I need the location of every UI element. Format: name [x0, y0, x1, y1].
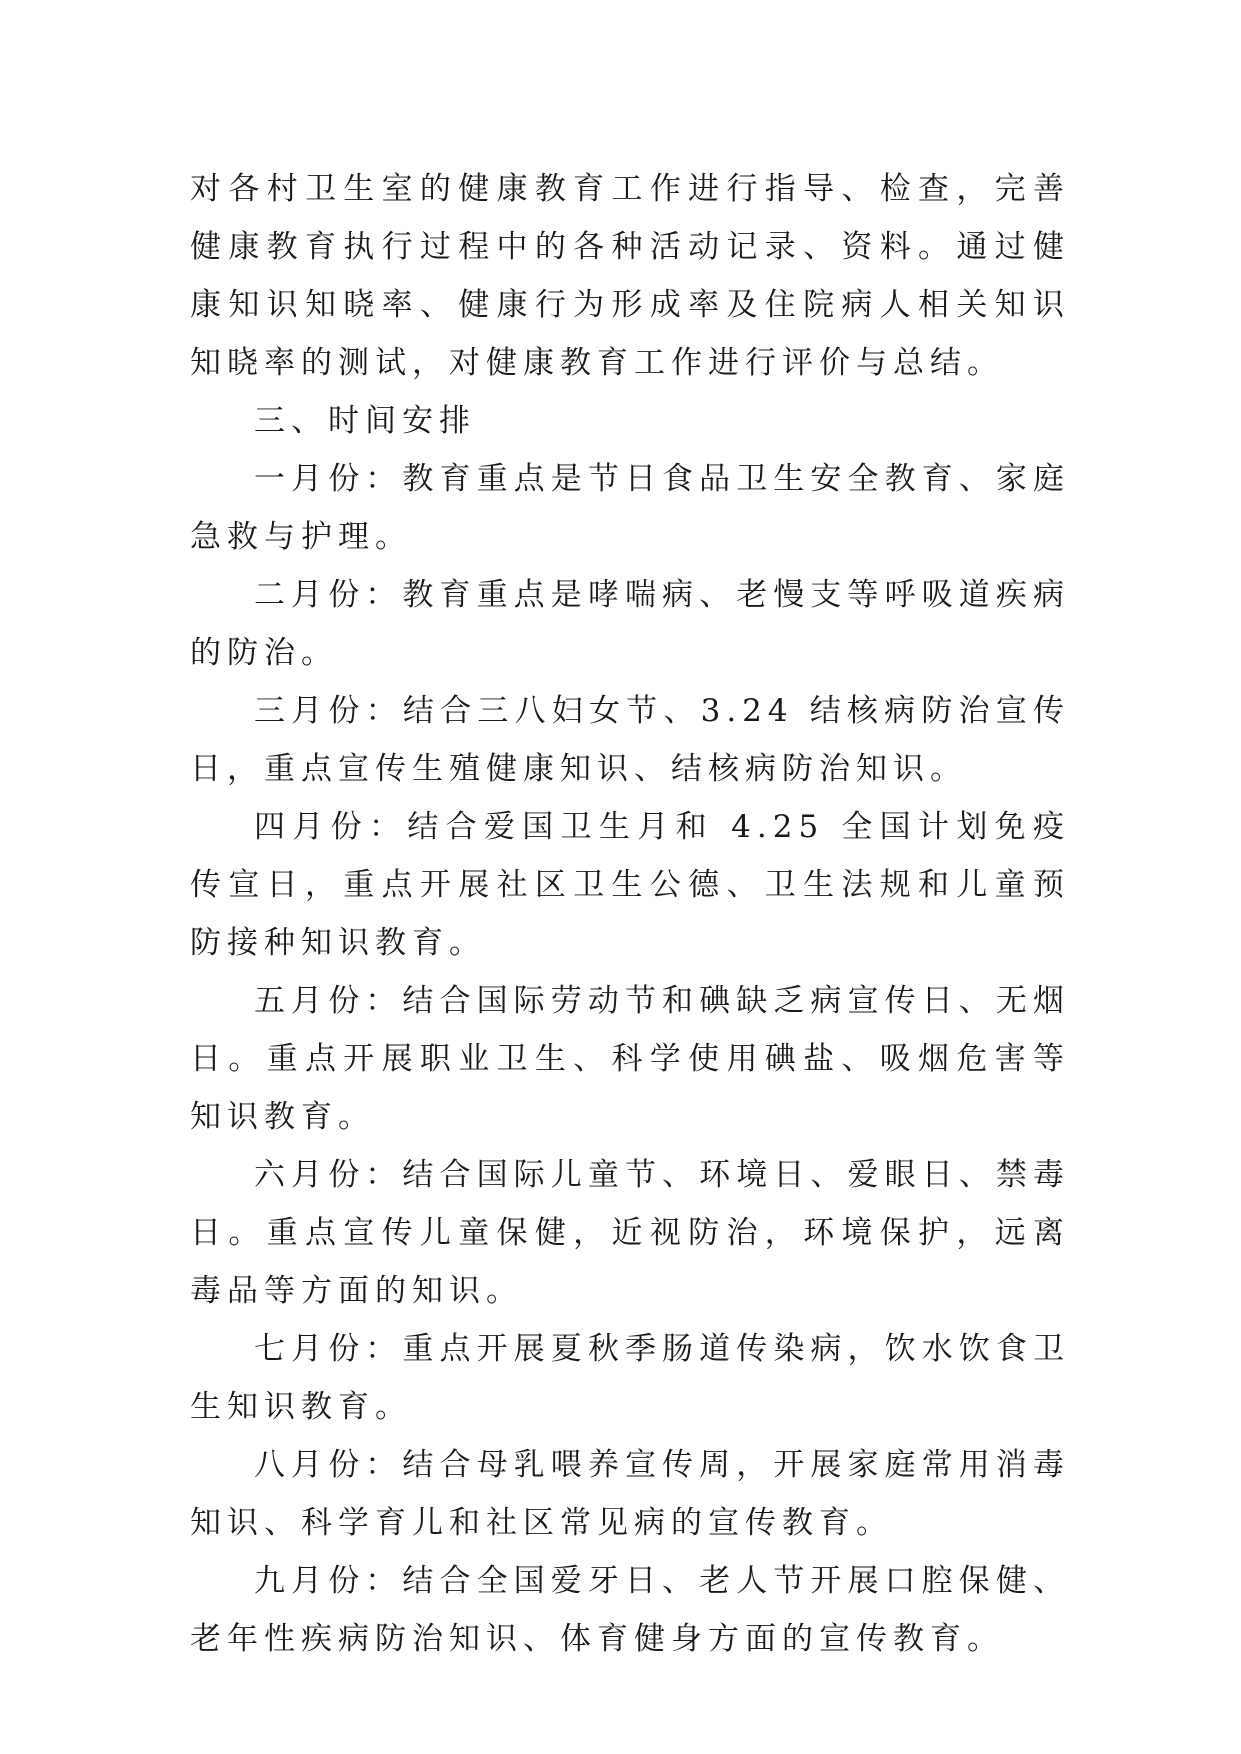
- paragraph-evaluation: 对各村卫生室的健康教育工作进行指导、检查，完善健康教育执行过程中的各种活动记录、资料。通过健康知识知晓率、健康行为形成率及住院病人相关知识知晓率的测试，对健康教育工作进行评价与总结。: [190, 171, 1070, 381]
- paragraph-march: 三月份：结合三八妇女节、3.24 结核病防治宣传日，重点宣传生殖健康知识、结核病防治知识。: [190, 693, 1070, 787]
- paragraph-february: 二月份：教育重点是哮喘病、老慢支等呼吸道疾病的防治。: [190, 577, 1070, 671]
- paragraph-may: 五月份：结合国际劳动节和碘缺乏病宣传日、无烟日。重点开展职业卫生、科学使用碘盐、吸烟危害等知识教育。: [190, 983, 1070, 1135]
- document-body: [190, 160, 1070, 1668]
- section-heading-schedule: 三、时间安排: [254, 403, 476, 439]
- paragraph-january: 一月份：教育重点是节日食品卫生安全教育、家庭急救与护理。: [190, 461, 1070, 555]
- paragraph-june: 六月份：结合国际儿童节、环境日、爱眼日、禁毒日。重点宣传儿童保健，近视防治，环境保护，远离毒品等方面的知识。: [190, 1157, 1070, 1309]
- paragraph-september: 九月份：结合全国爱牙日、老人节开展口腔保健、老年性疾病防治知识、体育健身方面的宣传教育。: [190, 1563, 1070, 1657]
- paragraph-july: 七月份：重点开展夏秋季肠道传染病，饮水饮食卫生知识教育。: [190, 1331, 1070, 1425]
- paragraph-april: 四月份：结合爱国卫生月和 4.25 全国计划免疫传宣日，重点开展社区卫生公德、卫生法规和儿童预防接种知识教育。: [190, 809, 1070, 961]
- paragraph-august: 八月份：结合母乳喂养宣传周，开展家庭常用消毒知识、科学育儿和社区常见病的宣传教育。: [190, 1447, 1070, 1541]
